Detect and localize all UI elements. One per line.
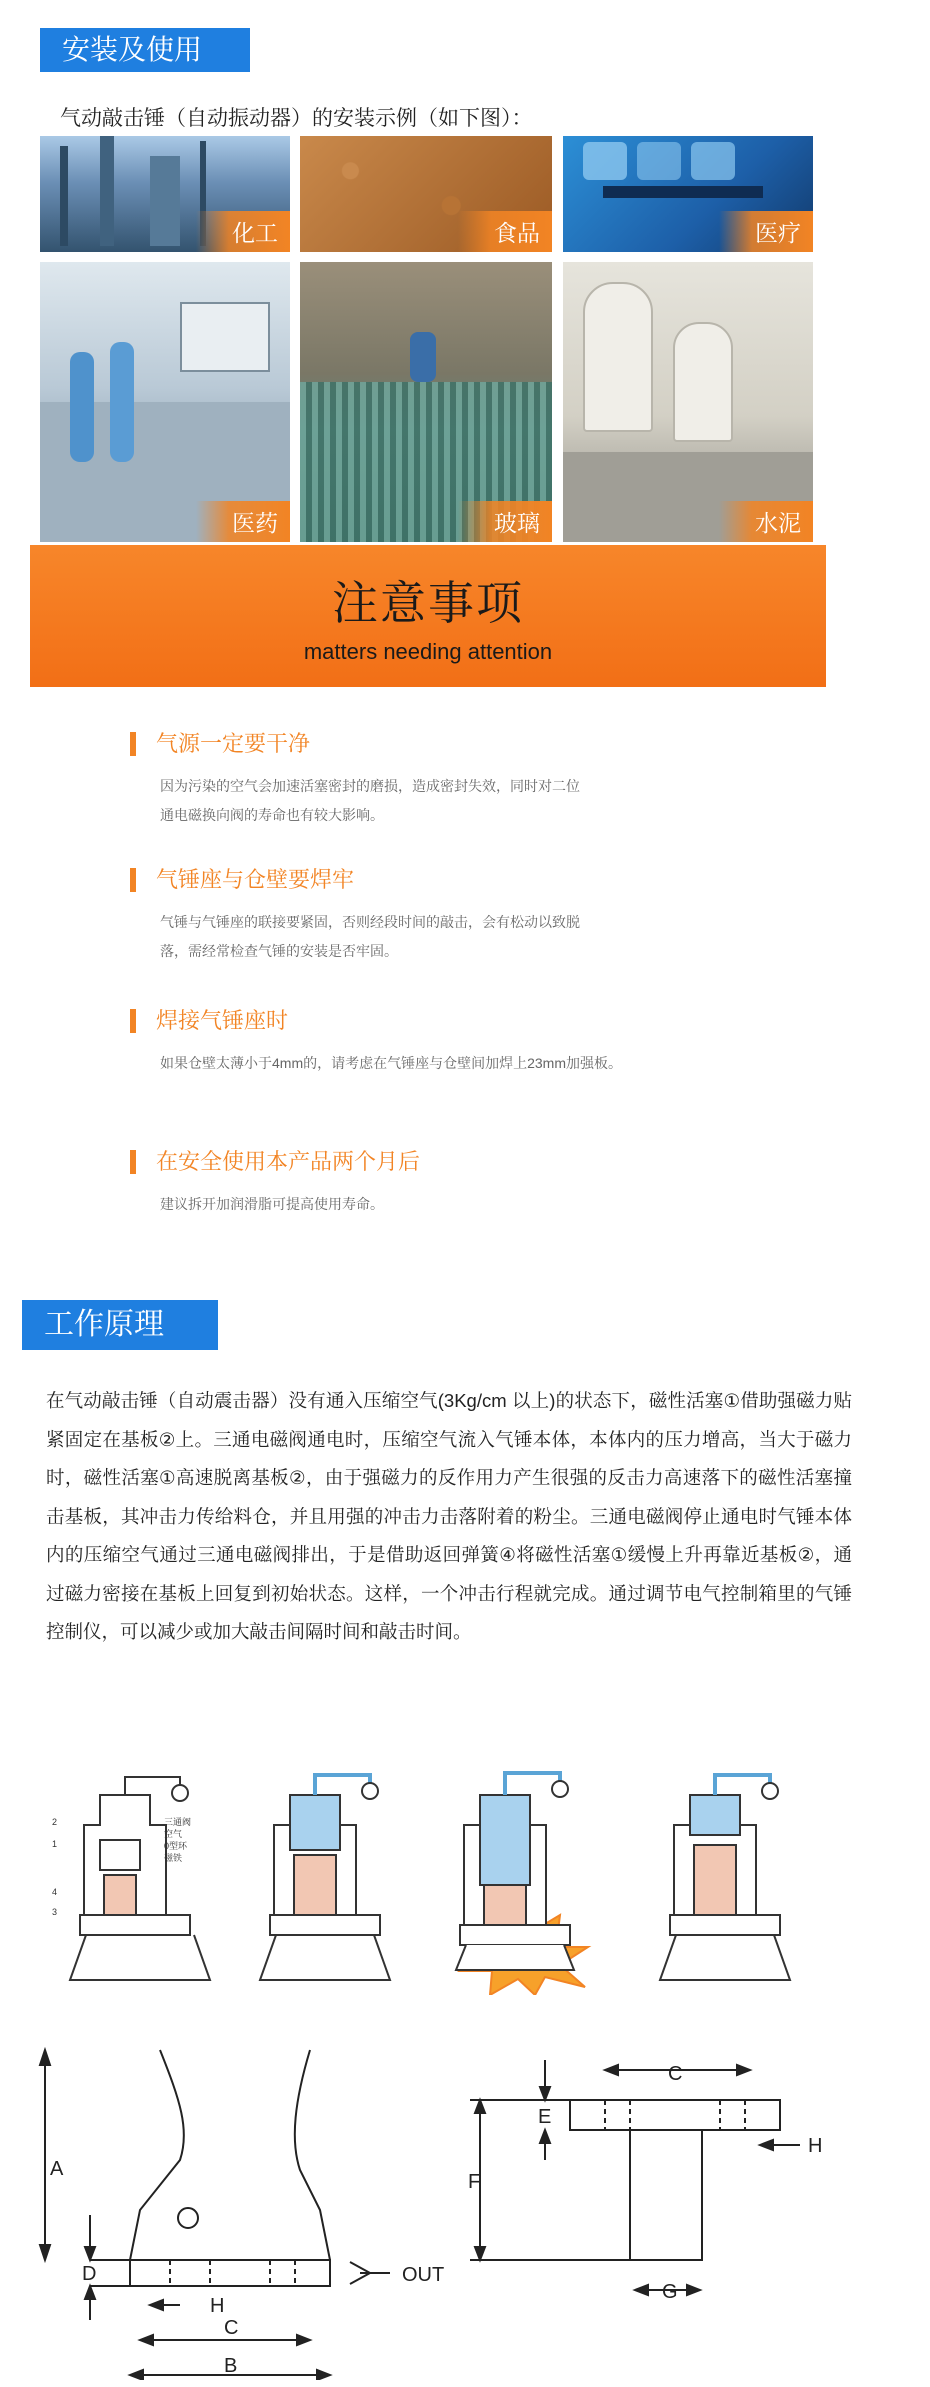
notice-item (130, 728, 730, 830)
photo-glass (300, 262, 552, 542)
notice-banner (30, 545, 826, 687)
part-number: 4 (52, 1887, 58, 1897)
hammer-stage-2 (260, 1775, 390, 1980)
dim-label-c-right: C (668, 2063, 683, 2085)
notice-item (130, 864, 730, 966)
dim-label-f: F (468, 2171, 481, 2193)
part-label: 0型环 (164, 1841, 188, 1851)
dim-label-out: OUT (402, 2264, 445, 2286)
photo-label: 医疗 (719, 211, 813, 252)
photo-chemical-plant (40, 136, 290, 252)
seat-drawing-right (470, 2100, 780, 2260)
part-label: 空气 (164, 1829, 183, 1839)
notice-item-heading: 焊接气锤座时 (156, 1008, 289, 1033)
notice-item-heading: 在安全使用本产品两个月后 (156, 1149, 421, 1174)
photo-pharmaceutical (40, 262, 290, 542)
photo-food (300, 136, 552, 252)
notice-item-body: 建议拆开加润滑脂可提高使用寿命。 (160, 1196, 384, 1212)
dim-label-g: G (662, 2281, 678, 2303)
dim-label-b: B (224, 2355, 238, 2377)
accent-bar (130, 868, 136, 892)
part-number: 1 (52, 1839, 58, 1849)
hammer-stage-1 (70, 1777, 210, 1980)
notice-title: 注意事项 (332, 577, 524, 629)
dimension-svg (30, 2040, 850, 2380)
notice-item-body: 如果仓壁太薄小于4mm的，请考虑在气锤座与仓壁间加焊上23mm加强板。 (160, 1055, 623, 1071)
photo-label: 医药 (196, 501, 290, 542)
notice-item-body: 因为污染的空气会加速活塞密封的磨损，造成密封失效，同时对二位通电磁换向阀的寿命也有较大影响。 (160, 778, 580, 823)
photo-label: 玻璃 (458, 501, 552, 542)
dim-label-h-right: H (808, 2135, 823, 2157)
photo-medical (563, 136, 813, 252)
dim-label-h: H (210, 2295, 225, 2317)
principle-paragraph: 在气动敲击锤（自动震击器）没有通入压缩空气(3Kg/cm 以上)的状态下，磁性活塞①借助强磁力贴紧固定在基板②上。三通电磁阀通电时，压缩空气流入气锤本体，本体内的压力增高，当大于磁力时，磁性活塞①高速脱离基板②，由于强磁力的反作用力产生很强的反击力高速落下的磁性活塞撞击基板，其冲击力传给料仓，并且用强的冲击力击落附着的粉尘。三通电磁阀停止通电时气锤本体内的压缩空气通过三通电磁阀排出，于是借助返回弹簧④将磁性活塞①缓慢上升再靠近基板②，通过磁力密接在基板上回复到初始状态。这样，一个冲击行程就完成。通过调节电气控制箱里的气锤控制仪，可以减少或加大敲击间隔时间和敲击时间。 (46, 1390, 852, 1642)
notice-item (130, 1005, 730, 1078)
operation-diagram-row (40, 1765, 840, 1995)
part-number: 3 (52, 1907, 58, 1917)
notice-item-heading: 气源一定要干净 (156, 731, 311, 756)
hammer-stage-4 (660, 1775, 790, 1980)
part-number: 2 (52, 1817, 58, 1827)
accent-bar (130, 732, 136, 756)
photo-label: 水泥 (719, 501, 813, 542)
dim-label-c: C (224, 2317, 239, 2339)
notice-item-body: 气锤与气锤座的联接要紧固，否则经段时间的敲击，会有松动以致脱落，需经常检查气锤的安装是否牢固。 (160, 914, 580, 959)
install-caption: 气动敲击锤（自动振动器）的安装示例（如下图）： (60, 107, 533, 130)
part-label: 三通阀 (164, 1817, 192, 1827)
part-label: 磁铁 (164, 1853, 183, 1863)
dimension-lines-left (40, 2050, 330, 2380)
photo-cement (563, 262, 813, 542)
accent-bar (130, 1009, 136, 1033)
dim-label-d: D (82, 2263, 97, 2285)
dimension-drawings (30, 2040, 850, 2380)
notice-subtitle: matters needing attention (303, 639, 553, 664)
accent-bar (130, 1150, 136, 1174)
notice-item-heading: 气锤座与仓壁要焊牢 (156, 867, 355, 892)
mount-drawing-left (130, 2050, 390, 2286)
operation-diagrams (40, 1765, 840, 1995)
notice-item (130, 1146, 730, 1219)
photo-label: 食品 (458, 211, 552, 252)
dim-label-a: A (50, 2158, 64, 2180)
photo-label: 化工 (196, 211, 290, 252)
dim-label-e: E (538, 2106, 552, 2128)
principle-section-title: 工作原理 (22, 1300, 218, 1350)
hammer-stage-3 (456, 1773, 588, 1995)
install-section-title: 安装及使用 (40, 28, 250, 72)
